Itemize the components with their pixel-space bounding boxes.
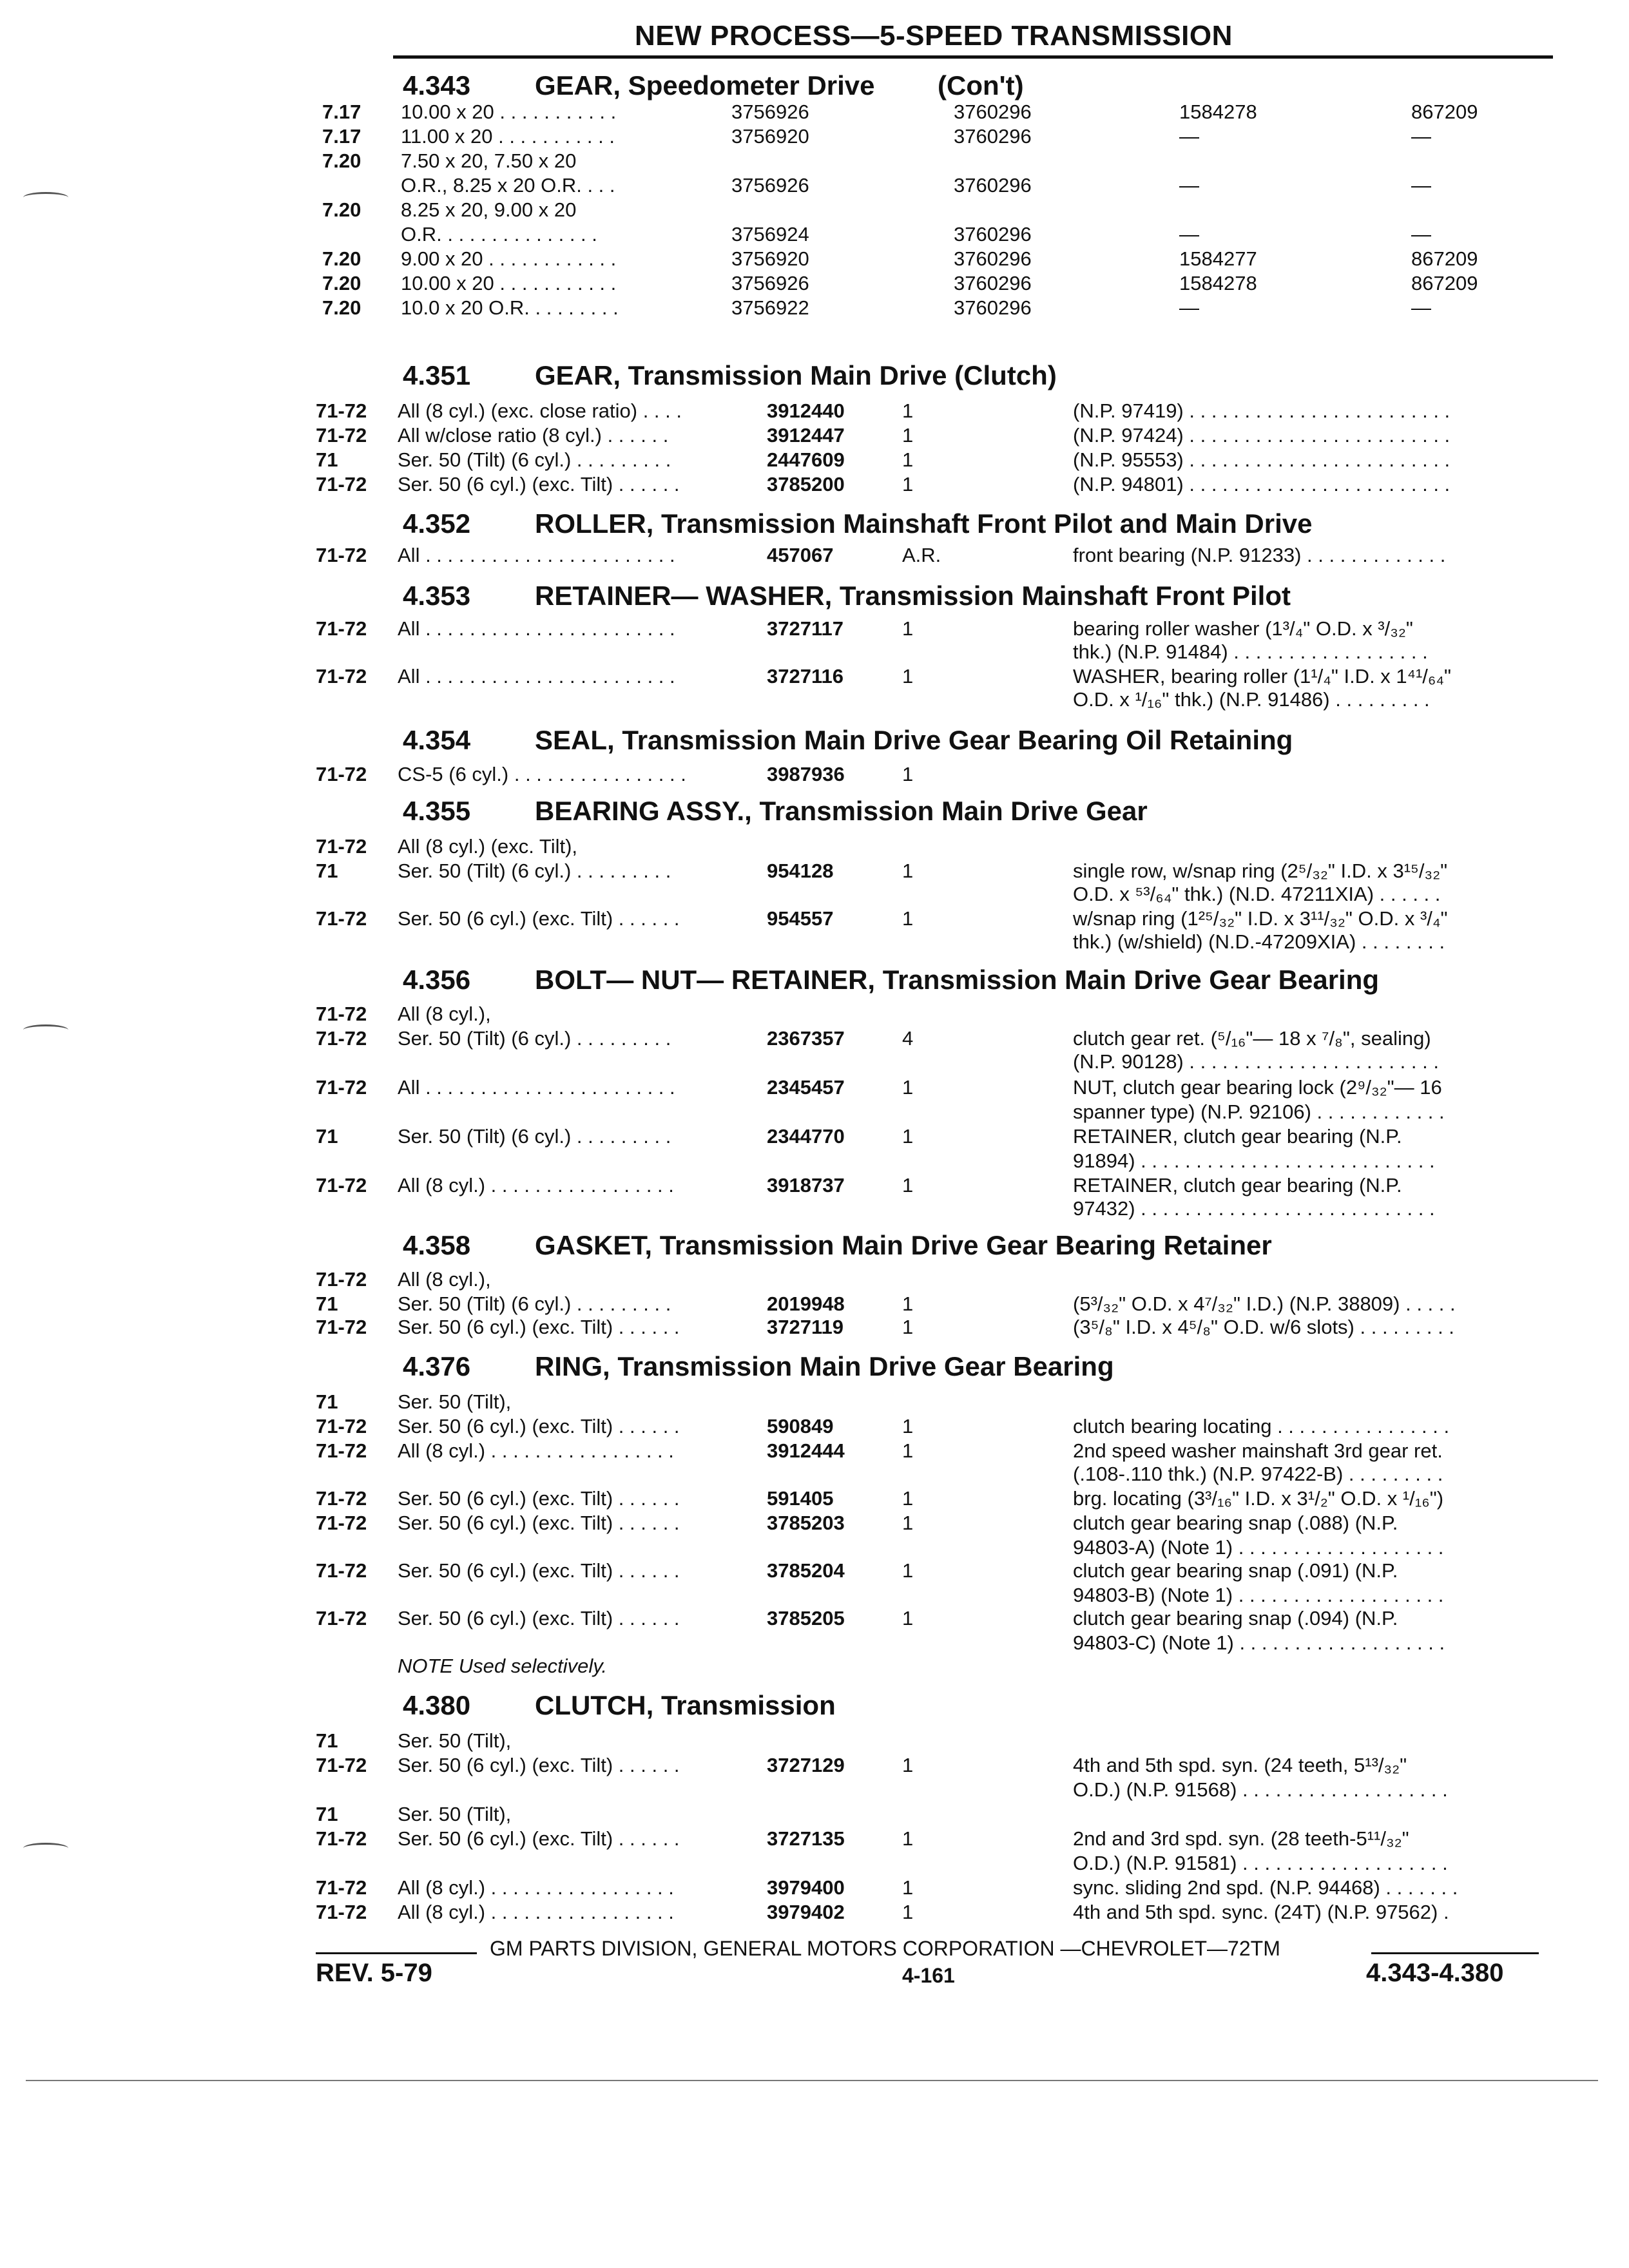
section-number: 4.343 <box>403 70 471 101</box>
model-application: All w/close ratio (8 cyl.) . . . . . . <box>398 424 669 447</box>
year-code: 71-72 <box>316 617 367 640</box>
part-description: clutch gear bearing snap (.091) (N.P. <box>1073 1559 1398 1582</box>
year-code: 71-72 <box>316 1174 367 1196</box>
header-rule <box>393 55 1553 59</box>
part-description: bearing roller washer (1³/₄" O.D. x ³/₃₂" <box>1073 617 1413 640</box>
model-application: 10.00 x 20 . . . . . . . . . . . <box>401 272 617 294</box>
model-application: All (8 cyl.) . . . . . . . . . . . . . . . . . <box>398 1901 674 1923</box>
part-description: 2nd speed washer mainshaft 3rd gear ret. <box>1073 1439 1443 1462</box>
year-code: 71-72 <box>316 1439 367 1462</box>
quantity: 1 <box>902 1174 914 1196</box>
part-description: clutch gear ret. (⁵/₁₆"— 18 x ⁷/₈", sealing) <box>1073 1027 1431 1050</box>
part-number-alt: 3760296 <box>954 125 1032 148</box>
part-description: clutch gear bearing snap (.094) (N.P. <box>1073 1607 1398 1629</box>
section-title: ROLLER, Transmission Mainshaft Front Pilot and Main Drive <box>535 508 1313 539</box>
quantity: 1 <box>902 763 914 785</box>
part-description: O.D. x ⁵³/₆₄" thk.) (N.D. 47211XIA) . . . . . . <box>1073 883 1441 905</box>
year-code: 71 <box>316 1729 338 1752</box>
part-number: 3756926 <box>731 272 809 294</box>
section-title: GEAR, Speedometer Drive <box>535 70 875 101</box>
part-number-alt: 3760296 <box>954 174 1032 197</box>
year-code: 7.20 <box>322 296 361 319</box>
part-number: 3785200 <box>767 473 845 495</box>
part-number: 3785204 <box>767 1559 845 1582</box>
part-description: 94803-B) (Note 1) . . . . . . . . . . . . . . . . . . . <box>1073 1584 1444 1606</box>
model-application: All (8 cyl.), <box>398 1003 491 1025</box>
part-description: O.D.) (N.P. 91581) . . . . . . . . . . . . . . . . . . . <box>1073 1852 1448 1874</box>
model-application: O.R., 8.25 x 20 O.R. . . . <box>401 174 615 197</box>
quantity: 1 <box>902 860 914 882</box>
part-description: brg. locating (3³/₁₆" I.D. x 3¹/₂" O.D. x ¹/₁₆") <box>1073 1487 1444 1510</box>
part-number: 3979400 <box>767 1876 845 1899</box>
part-number-alt: — <box>1411 125 1431 148</box>
year-code: 71-72 <box>316 1559 367 1582</box>
year-code: 71-72 <box>316 1316 367 1338</box>
section-range: 4.343-4.380 <box>1366 1959 1504 1987</box>
part-number-alt: 867209 <box>1411 247 1478 270</box>
section-number: 4.380 <box>403 1690 471 1720</box>
section-number: 4.358 <box>403 1230 471 1260</box>
part-description: 4th and 5th spd. sync. (24T) (N.P. 97562) . <box>1073 1901 1449 1923</box>
model-application: Ser. 50 (6 cyl.) (exc. Tilt) . . . . . . <box>398 1487 680 1510</box>
quantity: 1 <box>902 907 914 930</box>
model-application: Ser. 50 (6 cyl.) (exc. Tilt) . . . . . . <box>398 1512 680 1534</box>
year-code: 71 <box>316 1125 338 1148</box>
model-application: Ser. 50 (Tilt), <box>398 1729 512 1752</box>
part-number-alt: — <box>1411 296 1431 319</box>
footer-division: GM PARTS DIVISION, GENERAL MOTORS CORPORATION —CHEVROLET—72TM <box>490 1937 1280 1960</box>
part-number: 3912447 <box>767 424 845 447</box>
model-application: Ser. 50 (Tilt) (6 cyl.) . . . . . . . . . <box>398 1293 671 1315</box>
year-code: 71-72 <box>316 1003 367 1025</box>
part-description: 94803-A) (Note 1) . . . . . . . . . . . . . . . . . . . <box>1073 1536 1444 1559</box>
revision-label: REV. 5-79 <box>316 1959 432 1987</box>
section-title: CLUTCH, Transmission <box>535 1690 836 1720</box>
part-description: sync. sliding 2nd spd. (N.P. 94468) . . . . . . . <box>1073 1876 1458 1899</box>
year-code: 71-72 <box>316 907 367 930</box>
year-code: 7.20 <box>322 149 361 172</box>
model-application: 11.00 x 20 . . . . . . . . . . . <box>401 125 615 148</box>
model-application: O.R. . . . . . . . . . . . . . . <box>401 223 597 245</box>
part-number: 2447609 <box>767 448 845 471</box>
part-number: 3756922 <box>731 296 809 319</box>
year-code: 71-72 <box>316 1754 367 1776</box>
section-number: 4.376 <box>403 1351 471 1381</box>
model-application: Ser. 50 (6 cyl.) (exc. Tilt) . . . . . . <box>398 1754 680 1776</box>
part-number-alt: 3760296 <box>954 223 1032 245</box>
model-application: All (8 cyl.) (exc. Tilt), <box>398 835 578 858</box>
part-description: front bearing (N.P. 91233) . . . . . . . . . . . . . <box>1073 544 1446 566</box>
model-application: All . . . . . . . . . . . . . . . . . . . . . . . <box>398 617 675 640</box>
part-description: (N.P. 90128) . . . . . . . . . . . . . . . . . . . . . . . <box>1073 1050 1439 1073</box>
quantity: 1 <box>902 1559 914 1582</box>
model-application: Ser. 50 (6 cyl.) (exc. Tilt) . . . . . . <box>398 1607 680 1629</box>
year-code: 71-72 <box>316 665 367 687</box>
year-code: 71 <box>316 1390 338 1413</box>
part-number: 3727119 <box>767 1316 843 1338</box>
year-code: 7.20 <box>322 272 361 294</box>
year-code: 71-72 <box>316 424 367 447</box>
year-code: 71-72 <box>316 1607 367 1629</box>
part-number: 3727129 <box>767 1754 845 1776</box>
model-application: All (8 cyl.) (exc. close ratio) . . . . <box>398 399 682 422</box>
binder-hole-mark <box>23 1843 68 1854</box>
part-number: 3785205 <box>767 1607 845 1629</box>
part-number: 3918737 <box>767 1174 845 1196</box>
model-application: All (8 cyl.) . . . . . . . . . . . . . . . . . <box>398 1876 674 1899</box>
model-application: Ser. 50 (Tilt) (6 cyl.) . . . . . . . . . <box>398 1125 671 1148</box>
part-description: 97432) . . . . . . . . . . . . . . . . . . . . . . . . . . . <box>1073 1197 1435 1220</box>
model-application: Ser. 50 (6 cyl.) (exc. Tilt) . . . . . . <box>398 907 680 930</box>
section-continued: (Con't) <box>938 70 1024 101</box>
quantity: 1 <box>902 1293 914 1315</box>
part-number-alt: — <box>1179 174 1199 197</box>
year-code: 71-72 <box>316 1901 367 1923</box>
part-number: 954128 <box>767 860 834 882</box>
binder-hole-mark <box>23 192 68 203</box>
section-number: 4.355 <box>403 796 471 826</box>
quantity: 1 <box>902 1316 914 1338</box>
part-number: 457067 <box>767 544 834 566</box>
year-code: 71-72 <box>316 1268 367 1291</box>
section-number: 4.351 <box>403 360 471 390</box>
part-number: 591405 <box>767 1487 834 1510</box>
part-number-alt: 1584278 <box>1179 101 1257 123</box>
section-number: 4.353 <box>403 581 471 611</box>
quantity: 1 <box>902 1512 914 1534</box>
part-description: (N.P. 95553) . . . . . . . . . . . . . . . . . . . . . . . . <box>1073 448 1451 471</box>
part-description: WASHER, bearing roller (1¹/₄" I.D. x 1⁴¹/₆₄" <box>1073 665 1452 687</box>
quantity: 1 <box>902 1876 914 1899</box>
part-number: 3727117 <box>767 617 843 640</box>
section-number: 4.352 <box>403 508 471 539</box>
part-description: (N.P. 94801) . . . . . . . . . . . . . . . . . . . . . . . . <box>1073 473 1451 495</box>
model-application: All (8 cyl.) . . . . . . . . . . . . . . . . . <box>398 1174 674 1196</box>
quantity: 1 <box>902 665 914 687</box>
model-application: Ser. 50 (6 cyl.) (exc. Tilt) . . . . . . <box>398 473 680 495</box>
part-number: 590849 <box>767 1415 834 1437</box>
part-number-alt: 1584278 <box>1179 272 1257 294</box>
part-description: (3⁵/₈" I.D. x 4⁵/₈" O.D. w/6 slots) . . . . . . . . . <box>1073 1316 1454 1338</box>
part-description: RETAINER, clutch gear bearing (N.P. <box>1073 1174 1402 1196</box>
part-description: (5³/₃₂" O.D. x 4⁷/₃₂" I.D.) (N.P. 38809) . . . . . <box>1073 1293 1456 1315</box>
model-application: CS-5 (6 cyl.) . . . . . . . . . . . . . . . . <box>398 763 686 785</box>
section-title: RING, Transmission Main Drive Gear Bearing <box>535 1351 1114 1381</box>
part-description: 94803-C) (Note 1) . . . . . . . . . . . . . . . . . . . <box>1073 1631 1445 1654</box>
year-code: 71-72 <box>316 1076 367 1099</box>
quantity: 1 <box>902 1487 914 1510</box>
section-title: BEARING ASSY., Transmission Main Drive Gear <box>535 796 1148 826</box>
quantity: 1 <box>902 424 914 447</box>
year-code: 71-72 <box>316 1827 367 1850</box>
year-code: 71-72 <box>316 1512 367 1534</box>
model-application: 7.50 x 20, 7.50 x 20 <box>401 149 577 172</box>
model-application: All . . . . . . . . . . . . . . . . . . . . . . . <box>398 665 675 687</box>
part-number-alt: — <box>1179 296 1199 319</box>
part-number: 3912444 <box>767 1439 845 1462</box>
quantity: 1 <box>902 473 914 495</box>
model-application: Ser. 50 (Tilt) (6 cyl.) . . . . . . . . . <box>398 448 671 471</box>
part-description: clutch gear bearing snap (.088) (N.P. <box>1073 1512 1398 1534</box>
part-number: 954557 <box>767 907 834 930</box>
part-number-alt: 867209 <box>1411 272 1478 294</box>
part-description: (.108-.110 thk.) (N.P. 97422-B) . . . . . . . . . <box>1073 1463 1443 1485</box>
section-title: SEAL, Transmission Main Drive Gear Bearing Oil Retaining <box>535 725 1293 755</box>
model-application: All . . . . . . . . . . . . . . . . . . . . . . . <box>398 1076 675 1099</box>
year-code: 71-72 <box>316 473 367 495</box>
part-number-alt: 867209 <box>1411 101 1478 123</box>
model-application: Ser. 50 (6 cyl.) (exc. Tilt) . . . . . . <box>398 1415 680 1437</box>
year-code: 71-72 <box>316 544 367 566</box>
page-title: NEW PROCESS—5-SPEED TRANSMISSION <box>635 20 1233 52</box>
part-number: 3785203 <box>767 1512 845 1534</box>
part-number: 3727116 <box>767 665 843 687</box>
year-code: 71-72 <box>316 1415 367 1437</box>
model-application: Ser. 50 (6 cyl.) (exc. Tilt) . . . . . . <box>398 1316 680 1338</box>
part-number: 2367357 <box>767 1027 845 1050</box>
part-number-alt: 1584277 <box>1179 247 1257 270</box>
part-number-alt: 3760296 <box>954 101 1032 123</box>
year-code: 71-72 <box>316 835 367 858</box>
section-number: 4.354 <box>403 725 471 755</box>
part-description: RETAINER, clutch gear bearing (N.P. <box>1073 1125 1402 1148</box>
part-description: 4th and 5th spd. syn. (24 teeth, 5¹³/₃₂" <box>1073 1754 1407 1776</box>
year-code: 71-72 <box>316 763 367 785</box>
model-application: 10.00 x 20 . . . . . . . . . . . <box>401 101 617 123</box>
year-code: 71-72 <box>316 1027 367 1050</box>
part-description: spanner type) (N.P. 92106) . . . . . . . . . . . . <box>1073 1100 1445 1123</box>
page-number: 4-161 <box>902 1964 955 1987</box>
part-number: 3756926 <box>731 101 809 123</box>
part-number-alt: — <box>1411 174 1431 197</box>
model-application: Ser. 50 (Tilt), <box>398 1390 512 1413</box>
part-description: thk.) (w/shield) (N.D.-47209XIA) . . . . . . . . <box>1073 930 1445 953</box>
year-code: 71 <box>316 860 338 882</box>
quantity: 1 <box>902 1901 914 1923</box>
quantity: 1 <box>902 617 914 640</box>
part-number: 3756926 <box>731 174 809 197</box>
part-number-alt: 3760296 <box>954 296 1032 319</box>
year-code: 71 <box>316 448 338 471</box>
model-application: 8.25 x 20, 9.00 x 20 <box>401 198 577 221</box>
part-number: 2345457 <box>767 1076 845 1099</box>
year-code: 7.17 <box>322 125 361 148</box>
year-code: 7.20 <box>322 247 361 270</box>
quantity: 1 <box>902 448 914 471</box>
part-number: 3979402 <box>767 1901 845 1923</box>
footer-rule-right <box>1371 1952 1539 1954</box>
quantity: A.R. <box>902 544 941 566</box>
part-description: single row, w/snap ring (2⁵/₃₂" I.D. x 3¹⁵/₃₂" <box>1073 860 1448 882</box>
quantity: 1 <box>902 1415 914 1437</box>
part-description: 91894) . . . . . . . . . . . . . . . . . . . . . . . . . . . <box>1073 1149 1435 1172</box>
year-code: 71 <box>316 1803 338 1825</box>
part-description: w/snap ring (1²⁵/₃₂" I.D. x 3¹¹/₃₂" O.D. x ³/₄" <box>1073 907 1448 930</box>
part-number: 3756920 <box>731 247 809 270</box>
bottom-scan-line <box>26 2080 1598 2081</box>
part-number: 2019948 <box>767 1293 845 1315</box>
quantity: 1 <box>902 1076 914 1099</box>
part-number: 2344770 <box>767 1125 845 1148</box>
section-title: GASKET, Transmission Main Drive Gear Bearing Retainer <box>535 1230 1272 1260</box>
quantity: 4 <box>902 1027 914 1050</box>
model-application: Ser. 50 (6 cyl.) (exc. Tilt) . . . . . . <box>398 1827 680 1850</box>
part-description: (N.P. 97424) . . . . . . . . . . . . . . . . . . . . . . . . <box>1073 424 1451 447</box>
model-application: 9.00 x 20 . . . . . . . . . . . . <box>401 247 617 270</box>
part-number-alt: — <box>1411 223 1431 245</box>
section-note: NOTE Used selectively. <box>398 1655 608 1677</box>
year-code: 71 <box>316 1293 338 1315</box>
quantity: 1 <box>902 1754 914 1776</box>
section-title: RETAINER— WASHER, Transmission Mainshaft Front Pilot <box>535 581 1291 611</box>
model-application: All (8 cyl.), <box>398 1268 491 1291</box>
year-code: 71-72 <box>316 1876 367 1899</box>
section-number: 4.356 <box>403 965 471 995</box>
year-code: 71-72 <box>316 1487 367 1510</box>
model-application: Ser. 50 (Tilt) (6 cyl.) . . . . . . . . . <box>398 1027 671 1050</box>
part-description: clutch bearing locating . . . . . . . . . . . . . . . . <box>1073 1415 1450 1437</box>
section-title: GEAR, Transmission Main Drive (Clutch) <box>535 360 1057 390</box>
model-application: 10.0 x 20 O.R. . . . . . . . . <box>401 296 619 319</box>
part-description: thk.) (N.P. 91484) . . . . . . . . . . . . . . . . . . <box>1073 640 1428 663</box>
quantity: 1 <box>902 1607 914 1629</box>
year-code: 7.20 <box>322 198 361 221</box>
section-title: BOLT— NUT— RETAINER, Transmission Main Drive Gear Bearing <box>535 965 1380 995</box>
footer-rule-left <box>316 1952 477 1954</box>
quantity: 1 <box>902 1827 914 1850</box>
quantity: 1 <box>902 1125 914 1148</box>
year-code: 71-72 <box>316 399 367 422</box>
part-number: 3912440 <box>767 399 845 422</box>
model-application: Ser. 50 (6 cyl.) (exc. Tilt) . . . . . . <box>398 1559 680 1582</box>
part-number: 3756924 <box>731 223 809 245</box>
part-description: 2nd and 3rd spd. syn. (28 teeth-5¹¹/₃₂" <box>1073 1827 1409 1850</box>
part-number: 3756920 <box>731 125 809 148</box>
part-description: O.D.) (N.P. 91568) . . . . . . . . . . . . . . . . . . . <box>1073 1778 1448 1801</box>
part-number: 3727135 <box>767 1827 845 1850</box>
year-code: 7.17 <box>322 101 361 123</box>
model-application: All . . . . . . . . . . . . . . . . . . . . . . . <box>398 544 675 566</box>
part-number: 3987936 <box>767 763 845 785</box>
quantity: 1 <box>902 1439 914 1462</box>
part-number-alt: — <box>1179 125 1199 148</box>
binder-hole-mark <box>23 1024 68 1035</box>
part-description: NUT, clutch gear bearing lock (2⁹/₃₂"— 16 <box>1073 1076 1442 1099</box>
model-application: Ser. 50 (Tilt), <box>398 1803 512 1825</box>
part-description: O.D. x ¹/₁₆" thk.) (N.P. 91486) . . . . . . . . . <box>1073 688 1430 711</box>
quantity: 1 <box>902 399 914 422</box>
part-number-alt: 3760296 <box>954 247 1032 270</box>
model-application: All (8 cyl.) . . . . . . . . . . . . . . . . . <box>398 1439 674 1462</box>
part-description: (N.P. 97419) . . . . . . . . . . . . . . . . . . . . . . . . <box>1073 399 1451 422</box>
model-application: Ser. 50 (Tilt) (6 cyl.) . . . . . . . . . <box>398 860 671 882</box>
part-number-alt: — <box>1179 223 1199 245</box>
part-number-alt: 3760296 <box>954 272 1032 294</box>
